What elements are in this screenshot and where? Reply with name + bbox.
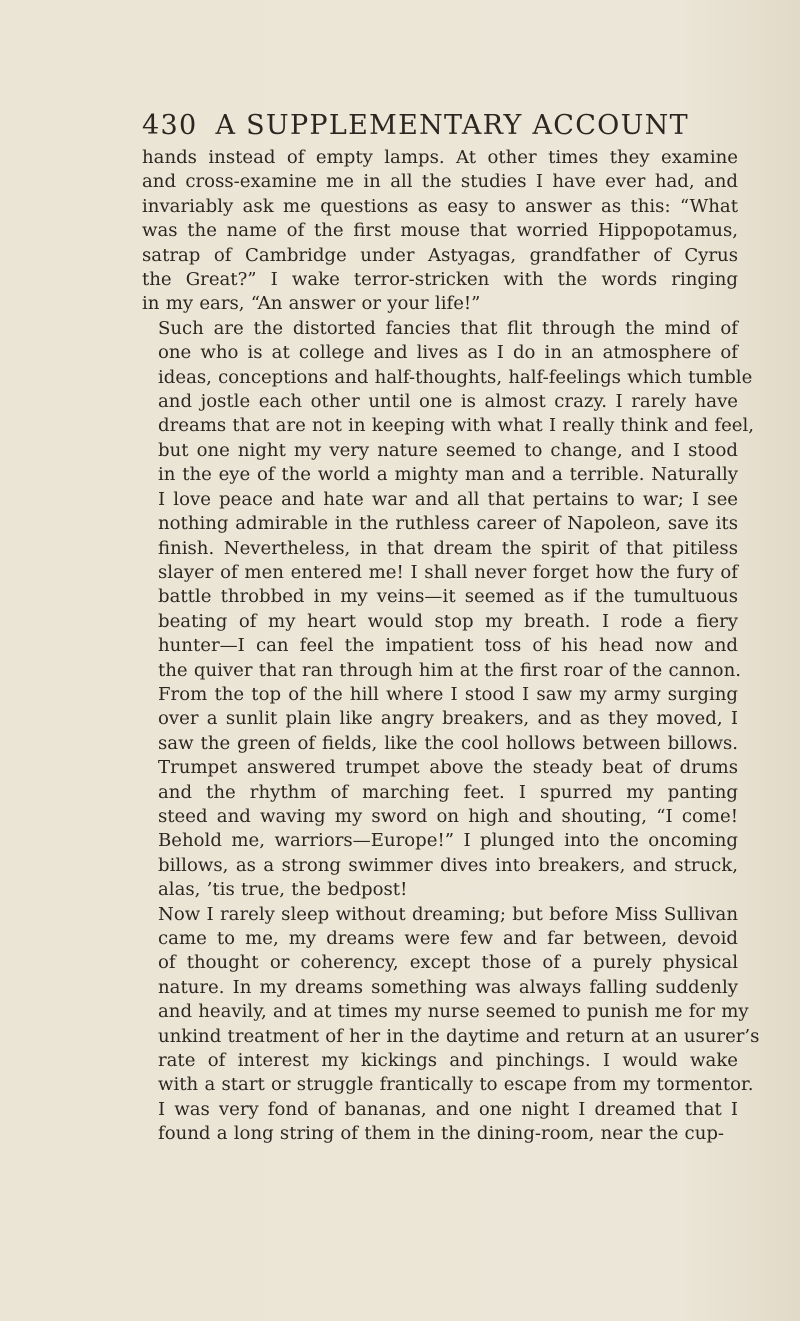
page-number: 430 — [142, 110, 198, 141]
text-line: and jostle each other until one is almost crazy. I rarely have — [158, 391, 738, 413]
text-line: and cross-examine me in all the studies I have ever had, and — [142, 171, 738, 193]
text-line: beating of my heart would stop my breath. I rode a fiery — [158, 610, 738, 632]
text-line: From the top of the hill where I stood I saw my army surging — [158, 683, 738, 705]
running-head — [142, 110, 689, 141]
paragraph — [142, 317, 755, 683]
text-line: Trumpet answered trumpet above the steady beat of drums — [158, 757, 738, 779]
text-line: the quiver that ran through him at the first roar of the cannon. — [158, 659, 741, 681]
body-text — [142, 146, 760, 1147]
text-line: in my ears, “An answer or your life!” — [142, 293, 481, 315]
text-line: Such are the distorted fancies that flit through the mind of — [158, 317, 738, 339]
text-line: came to me, my dreams were few and far between, devoid — [158, 928, 738, 949]
text-line: was the name of the first mouse that worried Hippopotamus, — [142, 220, 738, 242]
text-line: and heavily, and at times my nurse seemed to punish me for my — [158, 1001, 749, 1023]
text-line: finish. Nevertheless, in that dream the spirit of that pitiless — [158, 537, 738, 559]
text-line: over a sunlit plain like angry breakers, and as they moved, I — [158, 708, 738, 730]
paragraph — [142, 683, 738, 903]
text-line: hunter—I can feel the impatient toss of his head now and — [158, 635, 738, 657]
text-line: I love peace and hate war and all that pertains to war; I see — [158, 488, 738, 510]
text-line: unkind treatment of her in the daytime and return at an usurer’s — [158, 1025, 760, 1047]
text-line: one who is at college and lives as I do in an atmosphere of — [158, 342, 738, 364]
text-line: of thought or coherency, except those of a purely physical — [158, 952, 738, 974]
text-line: the Great?” I wake terror-stricken with the words ringing — [142, 269, 738, 291]
text-line: found a long string of them in the dining-room, near the cup- — [158, 1123, 725, 1145]
text-line: but one night my very nature seemed to change, and I stood — [158, 439, 738, 461]
text-line: billows, as a strong swimmer dives into breakers, and struck, — [158, 854, 738, 876]
text-line: hands instead of empty lamps. At other times they examine — [142, 147, 738, 168]
text-line: alas, ’tis true, the bedpost! — [158, 879, 408, 901]
text-line: Now I rarely sleep without dreaming; but before Miss Sullivan — [158, 903, 738, 925]
paragraph — [142, 146, 738, 317]
text-line: rate of interest my kickings and pinchings. I would wake — [158, 1050, 738, 1072]
text-line: nothing admirable in the ruthless career of Napoleon, save its — [158, 513, 738, 535]
text-line: in the eye of the world a mighty man and a terrible. Naturally — [158, 464, 738, 486]
text-line: steed and waving my sword on high and shouting, “I come! — [158, 805, 738, 827]
running-title: A SUPPLEMENTARY ACCOUNT — [215, 110, 689, 141]
text-line: satrap of Cambridge under Astyagas, grandfather of Cyrus — [142, 244, 738, 266]
text-line: slayer of men entered me! I shall never forget how the fury of — [158, 561, 738, 583]
text-line: nature. In my dreams something was always falling suddenly — [158, 976, 738, 998]
text-line: invariably ask me questions as easy to answer as this: “What — [142, 195, 738, 217]
text-line: and the rhythm of marching feet. I spurred my panting — [158, 781, 738, 803]
text-line: dreams that are not in keeping with what I really think and feel, — [158, 415, 755, 437]
text-line: Behold me, warriors—Europe!” I plunged into the oncoming — [158, 830, 738, 852]
paragraph — [142, 903, 760, 1147]
text-line: with a start or struggle frantically to escape from my tormentor. — [158, 1074, 754, 1096]
text-line: battle throbbed in my veins—it seemed as if the tumultuous — [158, 586, 738, 608]
text-line: ideas, conceptions and half-thoughts, half-feelings which tumble — [158, 366, 753, 388]
text-line: saw the green of fields, like the cool hollows between billows. — [158, 732, 738, 754]
text-line: I was very fond of bananas, and one night I dreamed that I — [158, 1098, 738, 1120]
